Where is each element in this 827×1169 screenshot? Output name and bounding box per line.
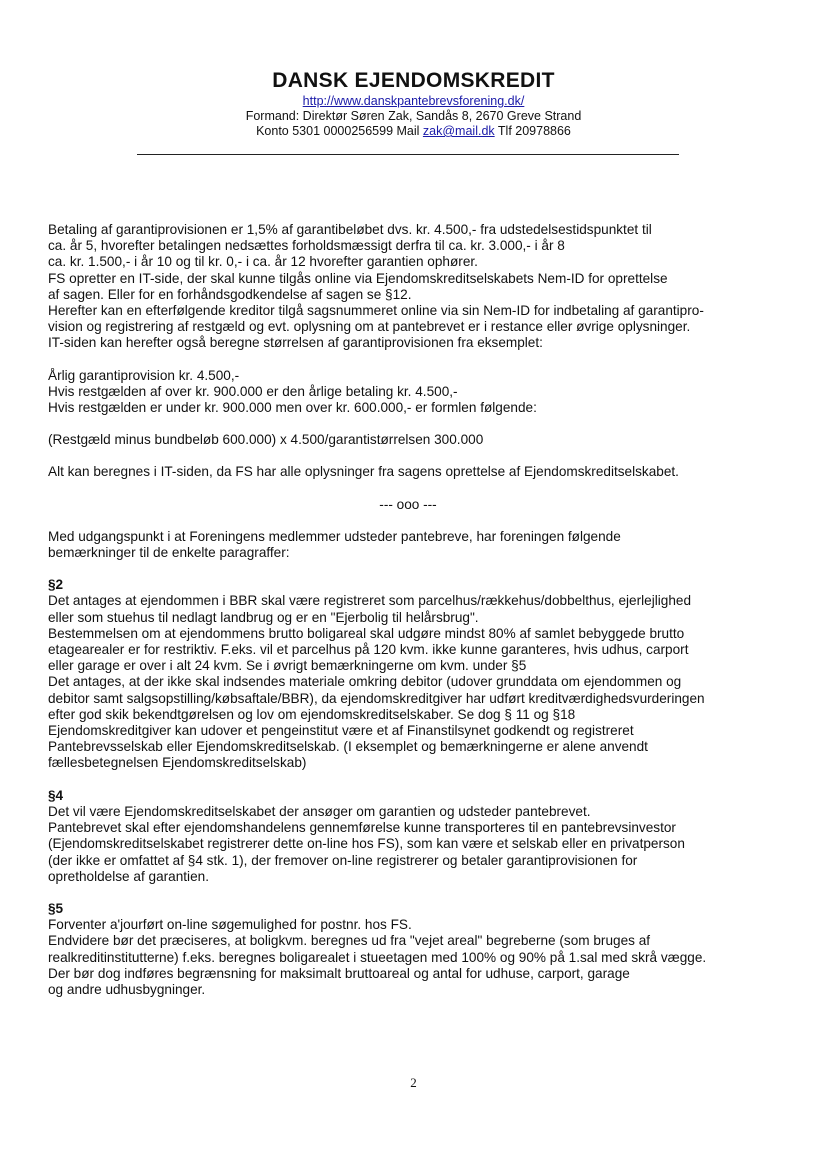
section-5 — [48, 901, 768, 998]
intro-paragraph — [48, 222, 768, 352]
text-line: og andre udhusbygninger. — [48, 981, 206, 997]
text-line: (Ejendomskreditselskabet registrerer dette on-line hos FS), som kan være et selskab eller en privatperson — [48, 836, 685, 852]
text-line: Bestemmelsen om at ejendommens brutto boligareal skal udgøre mindst 80% af samlet bebyggede brutto — [48, 625, 685, 641]
header-divider — [137, 154, 679, 155]
text-line: ca. kr. 1.500,- i år 10 og til kr. 0,- i ca. år 12 hvorefter garantien ophører. — [48, 254, 478, 270]
text-line: Årlig garantiprovision kr. 4.500,- — [48, 367, 240, 383]
text-line: vision og registrering af restgæld og evt. oplysning om at pantebrevet er i restance eller øvrige oplysninger. — [48, 319, 691, 335]
text-line: Hvis restgælden af over kr. 900.000 er den årlige betaling kr. 4.500,- — [48, 383, 458, 399]
phone-text: Tlf 20978866 — [494, 124, 571, 138]
text-line: Pantebrevet skal efter ejendomshandelens gennemførelse kunne transporteres til en pantebrevsinvestor — [48, 820, 676, 836]
website-link[interactable]: http://www.danskpantebrevsforening.dk/ — [302, 94, 525, 108]
text-line: Forventer a'jourført on-line søgemulighed for postnr. hos FS. — [48, 917, 412, 933]
page-number: 2 — [410, 1075, 417, 1090]
text-line: fællesbetegnelsen Ejendomskreditselskab) — [48, 755, 307, 771]
text-line: Det antages at ejendommen i BBR skal være registreret som parcelhus/rækkehus/dobbelthus, ejerlejlighed — [48, 593, 692, 609]
email-link[interactable]: zak@mail.dk — [422, 124, 495, 138]
text-line: Herefter kan en efterfølgende kreditor tilgå sagsnummeret online via sin Nem-ID for indbetaling af garantipro- — [48, 303, 704, 319]
text-line: ca. år 5, hvorefter betalingen nedsættes forholdsmæssigt derfra til ca. kr. 3.000,- i år 8 — [48, 238, 565, 254]
section-2 — [48, 577, 768, 771]
text-line: debitor samt salgsopstilling/købsaftale/BBR), da ejendomskreditgiver har udført kreditværdighedsvurderingen — [48, 690, 705, 706]
text-line: af sagen. Eller for en forhåndsgodkendelse af sagen se §12. — [48, 286, 412, 302]
section-heading: §4 — [48, 787, 64, 803]
text-line: Endvidere bør det præciseres, at boligkvm. beregnes ud fra "vejet areal" begreberne (som bruges af — [48, 933, 651, 949]
text-line: eller garage er over i alt 24 kvm. Se i øvrigt bemærkningerne om kvm. under §5 — [48, 658, 527, 674]
account-text: Konto 5301 0000256599 Mail — [256, 124, 423, 138]
text-line: eller som stuehus til nedlagt landbrug og er en "Ejerbolig til helårsbrug". — [48, 609, 479, 625]
formula-line: (Restgæld minus bundbeløb 600.000) x 4.500/garantistørrelsen 300.000 — [48, 432, 484, 448]
remarks-intro — [48, 529, 768, 561]
text-line: Det antages, at der ikke skal indsendes materiale omkring debitor (udover grunddata om ejendommen og — [48, 674, 682, 690]
text-line: Betaling af garantiprovisionen er 1,5% af garantibeløbet dvs. kr. 4.500,- fra udstedelsestidspunktet til — [48, 222, 652, 237]
text-line: FS opretter en IT-side, der skal kunne tilgås online via Ejendomskreditselskabets Nem-ID for oprettelse — [48, 270, 668, 286]
document-body — [48, 222, 768, 998]
letterhead — [0, 68, 827, 139]
text-line: efter god skik bekendtgørelsen og lov om ejendomskreditselskaber. Se dog § 11 og §18 — [48, 706, 576, 722]
text-line: Der bør dog indføres begrænsning for maksimalt bruttoareal og antal for udhuse, carport, garage — [48, 965, 630, 981]
text-line: Med udgangspunkt i at Foreningens medlemmer udsteder pantebreve, har foreningen følgende — [48, 528, 621, 544]
text-line: Pantebrevsselskab eller Ejendomskreditselskab. (I eksemplet og bemærkningerne er alene anvendt — [48, 739, 648, 755]
text-line: (der ikke er omfattet af §4 stk. 1), der fremover on-line registrerer og betaler garantiprovisionen for — [48, 852, 638, 868]
organization-title: DANSK EJENDOMSKREDIT — [272, 69, 555, 92]
text-line: etagearealer er for restriktiv. F.eks. vil et parcelhus på 120 kvm. ikke kunne garanteres, hvis udhus, carport — [48, 642, 689, 658]
summary-line: Alt kan beregnes i IT-siden, da FS har alle oplysninger fra sagens oprettelse af Ejendomskreditselskabet. — [48, 464, 679, 480]
section-4 — [48, 788, 768, 885]
text-line: bemærkninger til de enkelte paragraffer: — [48, 545, 290, 561]
text-line: IT-siden kan herefter også beregne størrelsen af garantiprovisionen fra eksemplet: — [48, 335, 543, 351]
section-heading: §5 — [48, 900, 64, 916]
text-line: Det vil være Ejendomskreditselskabet der ansøger om garantien og udsteder pantebrevet. — [48, 803, 591, 819]
text-line: Ejendomskreditgiver kan udover et pengeinstitut være et af Finanstilsynet godkendt og registreret — [48, 723, 634, 739]
text-line: opretholdelse af garantien. — [48, 868, 209, 884]
text-line: realkreditinstitutterne) f.eks. beregnes boligarealet i stueetagen med 100% og 90% på 1.sal med skrå vægge. — [48, 949, 707, 965]
contact-line — [0, 124, 827, 139]
section-separator: --- ooo --- — [379, 496, 437, 512]
text-line: Hvis restgælden er under kr. 900.000 men over kr. 600.000,- er formlen følgende: — [48, 400, 537, 416]
example-paragraph — [48, 368, 768, 417]
formand-line: Formand: Direktør Søren Zak, Sandås 8, 2670 Greve Strand — [245, 109, 582, 123]
section-heading: §2 — [48, 577, 64, 593]
